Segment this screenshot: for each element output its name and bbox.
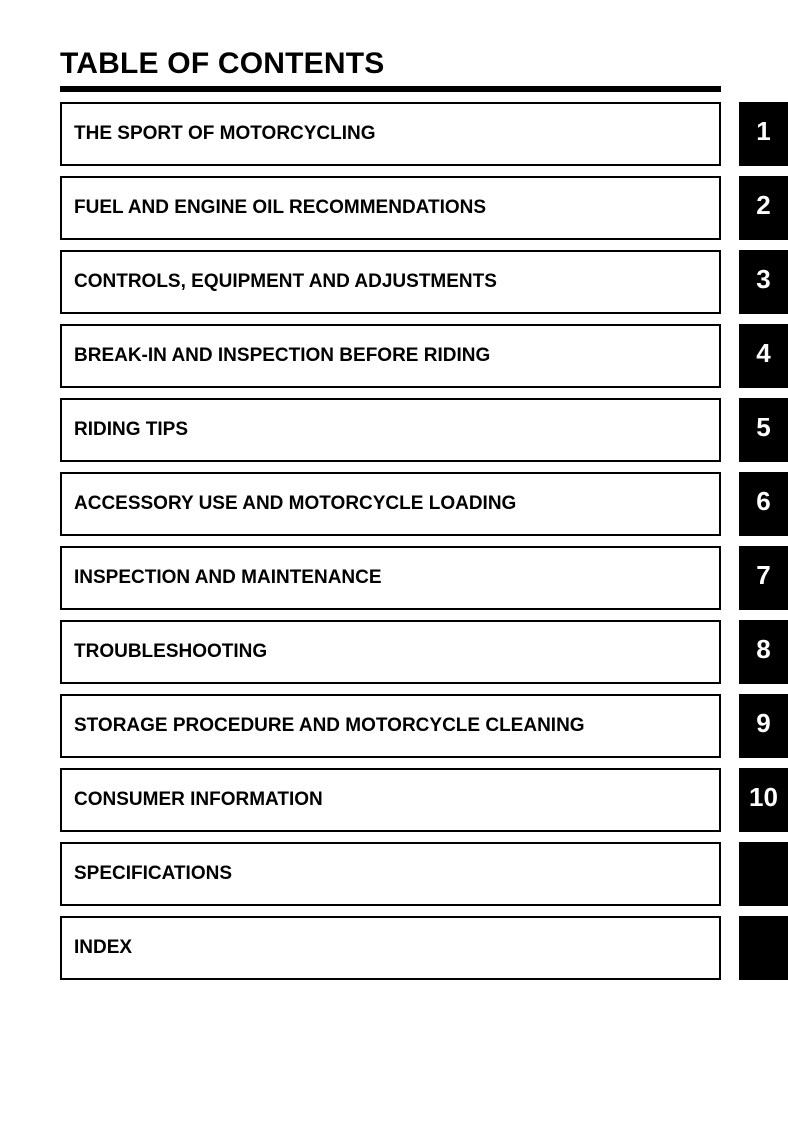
toc-entry-label: BREAK-IN AND INSPECTION BEFORE RIDING: [74, 345, 491, 366]
section-tab-number: 9: [756, 708, 771, 738]
toc-entry[interactable]: [60, 102, 721, 166]
page-title: TABLE OF CONTENTS: [60, 47, 385, 80]
toc-entry-label: FUEL AND ENGINE OIL RECOMMENDATIONS: [74, 197, 487, 218]
toc-entry[interactable]: [60, 842, 721, 906]
toc-row: [0, 694, 788, 758]
toc-row: [0, 176, 788, 240]
section-tab[interactable]: [739, 546, 788, 610]
section-tab[interactable]: [739, 324, 788, 388]
toc-row: [0, 472, 788, 536]
toc-row: [0, 768, 788, 832]
section-tab-number: 8: [756, 634, 771, 664]
section-tab[interactable]: [739, 768, 788, 832]
section-tab[interactable]: [739, 916, 788, 980]
section-tab-number: 2: [756, 190, 771, 220]
section-tab-number: 7: [756, 560, 771, 590]
toc-entry-label: THE SPORT OF MOTORCYCLING: [74, 123, 376, 144]
toc-row: [0, 324, 788, 388]
toc-entry[interactable]: [60, 620, 721, 684]
section-tab-number: 5: [756, 412, 771, 442]
section-tab[interactable]: [739, 694, 788, 758]
section-tab-number: 10: [749, 782, 778, 812]
section-tab[interactable]: [739, 102, 788, 166]
section-tab-number: 3: [756, 264, 771, 294]
toc-entry-label: TROUBLESHOOTING: [74, 641, 268, 662]
toc-entry[interactable]: [60, 768, 721, 832]
toc-entry[interactable]: [60, 694, 721, 758]
section-tab-number: 1: [756, 116, 771, 146]
toc-entry[interactable]: [60, 472, 721, 536]
toc-entry[interactable]: [60, 398, 721, 462]
toc-entry-label: STORAGE PROCEDURE AND MOTORCYCLE CLEANING: [74, 715, 585, 736]
toc-entry[interactable]: [60, 546, 721, 610]
section-tab[interactable]: [739, 176, 788, 240]
toc-row: [0, 916, 788, 980]
toc-entry-label: CONTROLS, EQUIPMENT AND ADJUSTMENTS: [74, 271, 497, 292]
toc-row: [0, 398, 788, 462]
section-tab[interactable]: [739, 842, 788, 906]
toc-entry[interactable]: [60, 324, 721, 388]
toc-row: [0, 102, 788, 166]
toc-row: [0, 620, 788, 684]
section-tab-number: 4: [756, 338, 771, 368]
toc-entry[interactable]: [60, 250, 721, 314]
toc-row: [0, 250, 788, 314]
toc-entry-label: INSPECTION AND MAINTENANCE: [74, 567, 382, 588]
toc-entry[interactable]: [60, 916, 721, 980]
toc-row: [0, 842, 788, 906]
toc-entry[interactable]: [60, 176, 721, 240]
section-tab-number: 6: [756, 486, 771, 516]
toc-entry-label: SPECIFICATIONS: [74, 863, 232, 884]
section-tab[interactable]: [739, 472, 788, 536]
toc-entry-label: ACCESSORY USE AND MOTORCYCLE LOADING: [74, 493, 517, 514]
toc-entry-label: RIDING TIPS: [74, 419, 189, 440]
section-tab[interactable]: [739, 620, 788, 684]
toc-entry-label: CONSUMER INFORMATION: [74, 789, 323, 810]
toc-entry-label: INDEX: [74, 937, 133, 958]
section-tab[interactable]: [739, 250, 788, 314]
toc-row: [0, 546, 788, 610]
section-tab[interactable]: [739, 398, 788, 462]
